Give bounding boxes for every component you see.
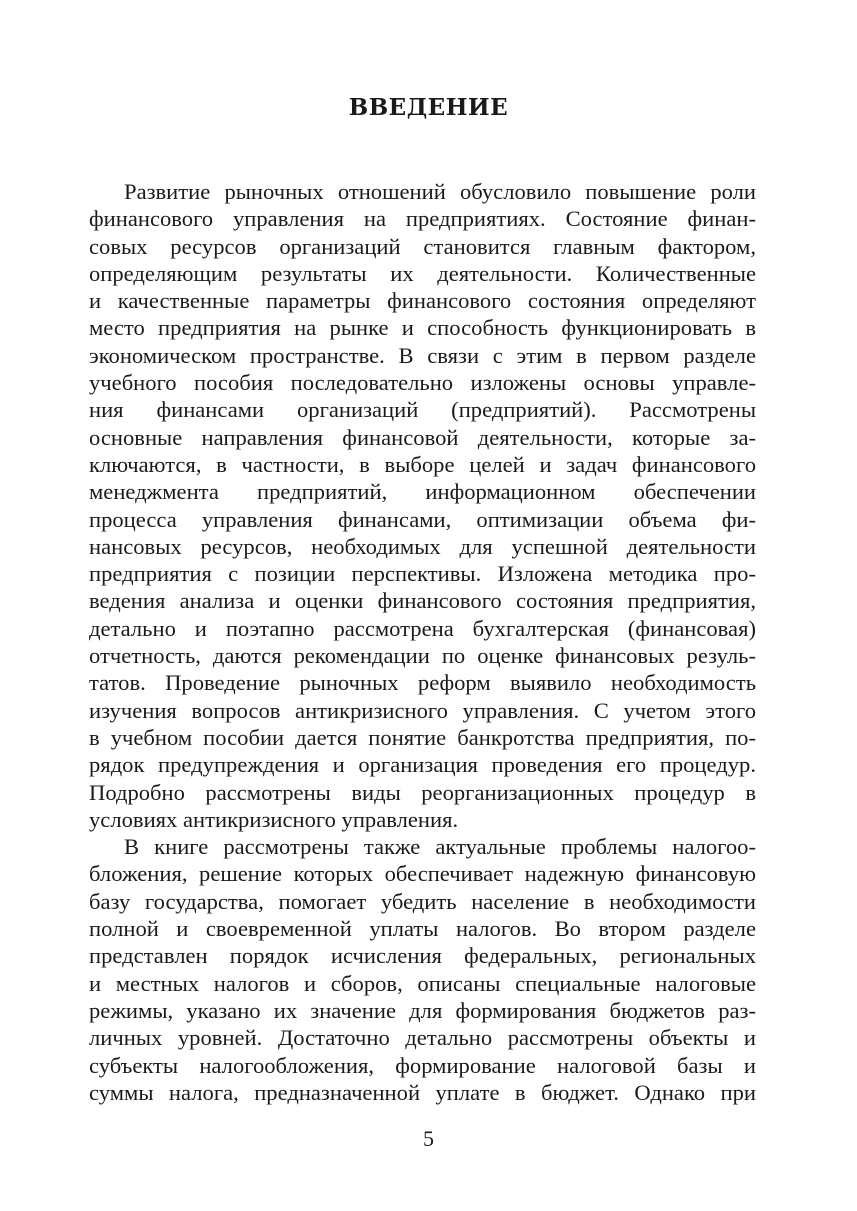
text-line: ведения анализа и оценки финансового состояния предприятия, — [89, 588, 756, 614]
text-line: Развитие рыночных отношений обусловило повышение роли — [124, 179, 756, 204]
text-line: ния финансами организаций (предприятий). Рассмотрены — [89, 397, 756, 423]
paragraph-1 — [89, 178, 756, 833]
text-line: финансового управления на предприятиях. Состояние финан- — [89, 206, 756, 232]
text-line: процесса управления финансами, оптимизации объема фи- — [89, 506, 756, 532]
paragraph-2 — [89, 833, 756, 1106]
text-line: В книге рассмотрены также актуальные проблемы налогоо- — [124, 834, 756, 860]
text-line: изучения вопросов антикризисного управления. С учетом этого — [89, 697, 756, 723]
body-text — [89, 178, 756, 1106]
text-line: основные направления финансовой деятельности, которые за- — [89, 424, 756, 450]
text-line: условиях антикризисного управления. — [89, 806, 459, 832]
text-line: представлен порядок исчисления федеральных, региональных — [89, 943, 756, 969]
text-line: татов. Проведение рыночных реформ выявило необходимость — [89, 670, 756, 696]
text-line: субъекты налогообложения, формирование налоговой базы и — [89, 1052, 756, 1078]
text-line: и качественные параметры финансового состояния определяют — [89, 288, 756, 314]
page-number: 5 — [423, 1126, 434, 1151]
text-line: и местных налогов и сборов, описаны специальные налоговые — [89, 970, 756, 996]
text-line: экономическом пространстве. В связи с этим в первом разделе — [89, 342, 756, 368]
text-line: место предприятия на рынке и способность функционировать в — [89, 315, 756, 341]
text-line: совых ресурсов организаций становится главным фактором, — [89, 233, 756, 259]
text-line: менеджмента предприятий, информационном обеспечении — [89, 479, 756, 505]
text-line: личных уровней. Достаточно детально рассмотрены объекты и — [89, 1025, 756, 1051]
text-line: определяющим результаты их деятельности. Количественные — [89, 260, 756, 286]
text-line: детально и поэтапно рассмотрена бухгалтерская (финансовая) — [89, 615, 756, 641]
text-line: учебного пособия последовательно изложены основы управле- — [89, 370, 756, 396]
text-line: базу государства, помогает убедить население в необходимости — [89, 888, 756, 914]
text-line: отчетность, даются рекомендации по оценке финансовых резуль- — [89, 643, 756, 669]
page-title: ВВЕДЕНИЕ — [348, 94, 509, 121]
text-line: в учебном пособии дается понятие банкротства предприятия, по- — [89, 724, 756, 750]
text-line: полной и своевременной уплаты налогов. Во втором разделе — [89, 916, 756, 942]
text-line: Подробно рассмотрены виды реорганизационных процедур в — [89, 779, 756, 805]
text-line: суммы налога, предназначенной уплате в бюджет. Однако при — [89, 1079, 756, 1105]
text-line: предприятия с позиции перспективы. Изложена методика про- — [89, 561, 756, 587]
text-line: бложения, решение которых обеспечивает надежную финансовую — [89, 861, 756, 887]
text-line: режимы, указано их значение для формирования бюджетов раз- — [89, 997, 756, 1023]
text-line: рядок предупреждения и организация проведения его процедур. — [89, 752, 756, 778]
text-line: ключаются, в частности, в выборе целей и задач финансового — [89, 451, 756, 477]
text-line: нансовых ресурсов, необходимых для успешной деятельности — [89, 533, 756, 559]
